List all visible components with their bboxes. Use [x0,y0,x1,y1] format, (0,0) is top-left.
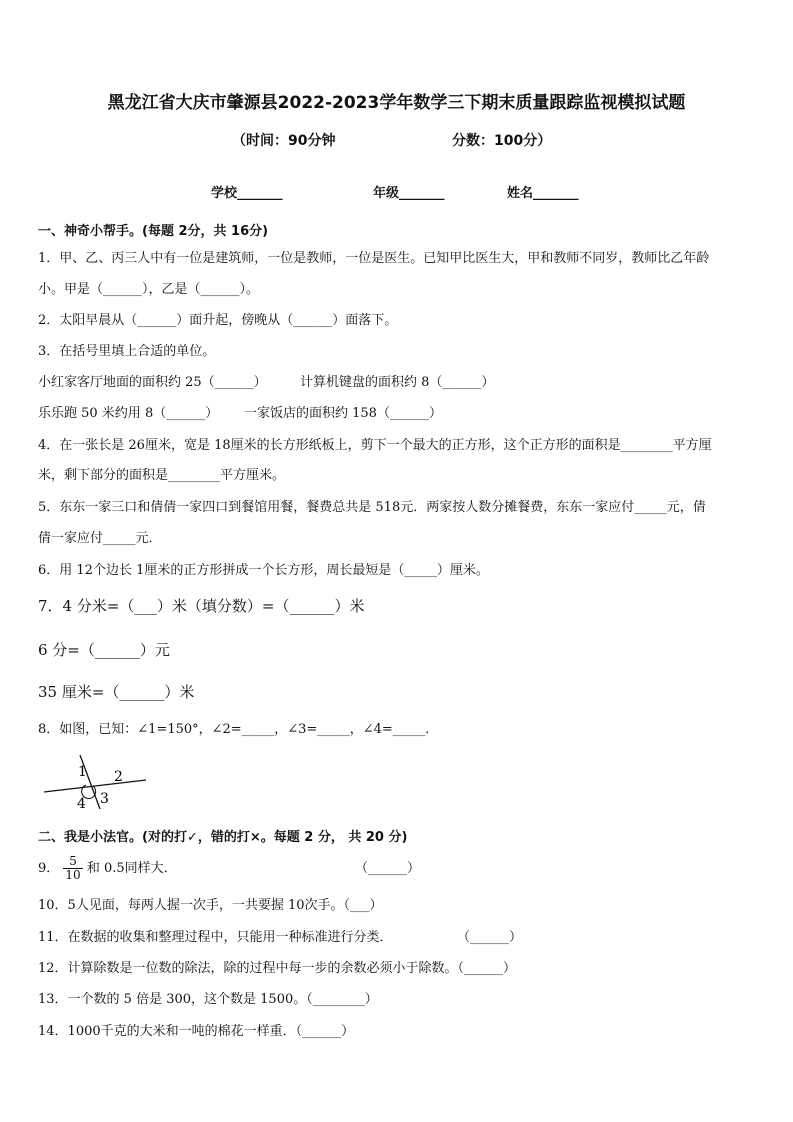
section-1-heading: 一、神奇小帮手。(每题 2分，共 16分) [38,224,269,239]
question-4-line-1: 4．在一张长是 26厘米，宽是 18厘米的长方形纸板上，剪下一个最大的正方形，这个正方形的面积是________平方厘 [38,438,712,453]
question-8: 8．如图，已知：∠1=150°，∠2=_____，∠3=_____，∠4=_____． [38,722,439,737]
question-13: 13．一个数的 5 倍是 300，这个数是 1500。（________） [38,992,378,1007]
question-2: 2．太阳早晨从（______）面升起，傍晚从（______）面落下。 [38,313,398,328]
question-1-line-2: 小。甲是（______），乙是（______）。 [38,282,260,297]
question-14: 14．1000千克的大米和一吨的棉花一样重．（______） [38,1024,355,1039]
angle-label-3: 3 [100,791,109,807]
question-3: 3．在括号里填上合适的单位。 [38,344,216,359]
question-3-item-d: 一家饭店的面积约 158（______） [244,406,442,421]
fraction-five-tenths [63,855,82,882]
question-12: 12．计算除数是一位数的除法，除的过程中每一步的余数必须小于除数。（______） [38,961,517,976]
question-1-line-1: 1．甲、乙、丙三人中有一位是建筑师，一位是教师，一位是医生。已知甲比医生大，甲和教师不同岁，教师比乙年龄 [38,251,710,266]
question-9-number: 9． [38,861,60,876]
exam-time: （时间：90分钟 [232,133,336,149]
grade-field: 年级_______ [373,186,445,201]
school-field: 学校_______ [211,186,283,201]
angle-label-1: 1 [78,764,87,780]
angle-figure [38,752,158,812]
page-title: 黑龙江省大庆市肇源县2022-2023学年数学三下期末质量跟踪监视模拟试题 [107,93,686,113]
question-3-item-b: 计算机键盘的面积约 8（______） [300,375,495,390]
exam-score: 分数：100分） [452,133,552,149]
question-11-blank: （______） [457,930,523,945]
angle-label-4: 4 [77,796,86,812]
question-5-line-1: 5．东东一家三口和倩倩一家四口到餐馆用餐，餐费总共是 518元．两家按人数分摊餐费，东东一家应付_____元，倩 [38,500,706,515]
question-9 [38,852,177,886]
question-5-line-2: 倩一家应付_____元． [38,531,162,546]
question-7-part-b: 6 分=（______）元 [38,641,170,659]
question-9-blank: （______） [355,861,421,876]
fraction-denominator: 10 [65,868,81,882]
question-11: 11．在数据的收集和整理过程中，只能用一种标准进行分类． [38,930,393,945]
section-2-heading: 二、我是小法官。(对的打✓，错的打×。每题 2 分， 共 20 分) [38,830,408,845]
question-3-item-a: 小红家客厅地面的面积约 25（______） [38,375,267,390]
angle-label-2: 2 [114,769,123,785]
question-6: 6．用 12个边长 1厘米的正方形拼成一个长方形，周长最短是（_____）厘米。 [38,563,489,578]
horizontal-line [44,780,146,792]
question-7-part-c: 35 厘米=（______）米 [38,683,195,701]
fraction-numerator: 5 [63,855,82,869]
question-7-part-a: 7．4 分米=（___）米（填分数）=（______）米 [38,597,365,615]
question-4-line-2: 米，剩下部分的面积是________平方厘米。 [38,468,286,483]
question-10: 10．5人见面，每两人握一次手，一共要握 10次手。（___） [38,898,383,913]
question-3-item-c: 乐乐跑 50 米约用 8（______） [38,406,219,421]
question-9-text: 和 0.5同样大． [86,861,177,876]
name-field: 姓名_______ [507,186,579,201]
